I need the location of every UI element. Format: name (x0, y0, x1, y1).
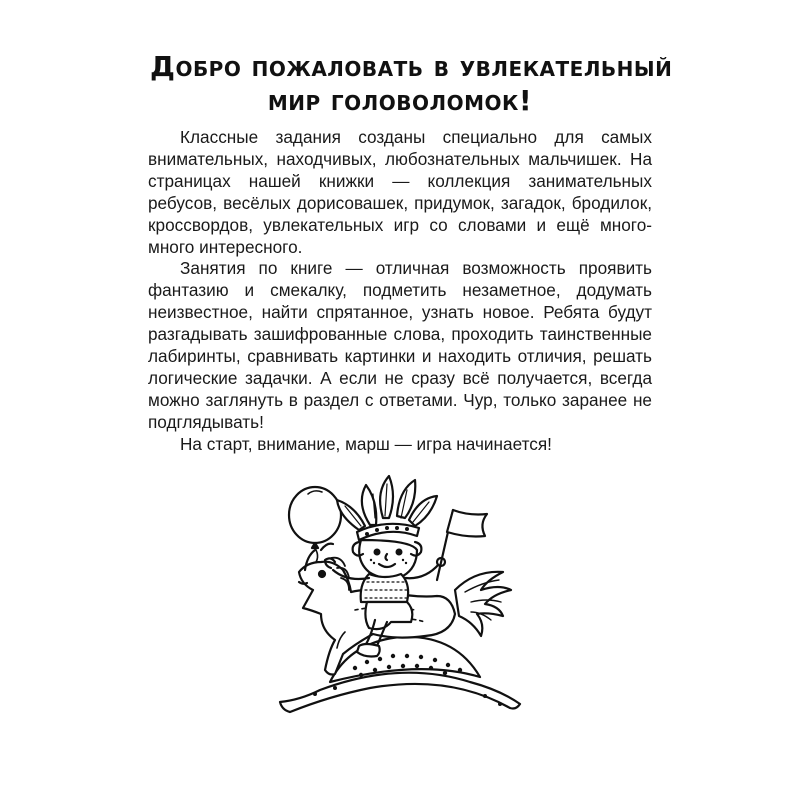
paragraph-1: Классные задания созданы специально для самых внимательных, находчивых, любознательных мальчишек. На страницах нашей книжки — коллекция занимательных ребусов, весёлых дорисовашек, придумок, загадок, бродилок, кроссвордов, увлекательных игр со словами и ещё много-много интересного. (148, 127, 652, 257)
boy-on-rocking-horse-illustration (275, 470, 525, 720)
paragraph-2: Занятия по книге — отличная возможность проявить фантазию и смекалку, подметить незаметное, додумать неизвестное, найти спрятанное, узнать новое. Ребята будут разгадывать зашифрованные слова, проходить таинственные лабиринты, сравнивать картинки и находить отличия, решать логические задачки. А если не сразу всё получается, всегда можно заглянуть в раздел с ответами. Чур, только заранее не подглядывать! (148, 258, 652, 432)
paragraph-3: На старт, внимание, марш — игра начинается! (180, 433, 552, 454)
page-title (150, 50, 673, 118)
feather-headdress (337, 476, 437, 530)
rocker-base (280, 637, 520, 712)
page-title-line-2: мир головоломок! (267, 84, 533, 117)
page-title-line-1: Добро пожаловать в увлекательный (150, 50, 673, 83)
intro-text (148, 127, 652, 456)
flag-icon (437, 510, 487, 580)
